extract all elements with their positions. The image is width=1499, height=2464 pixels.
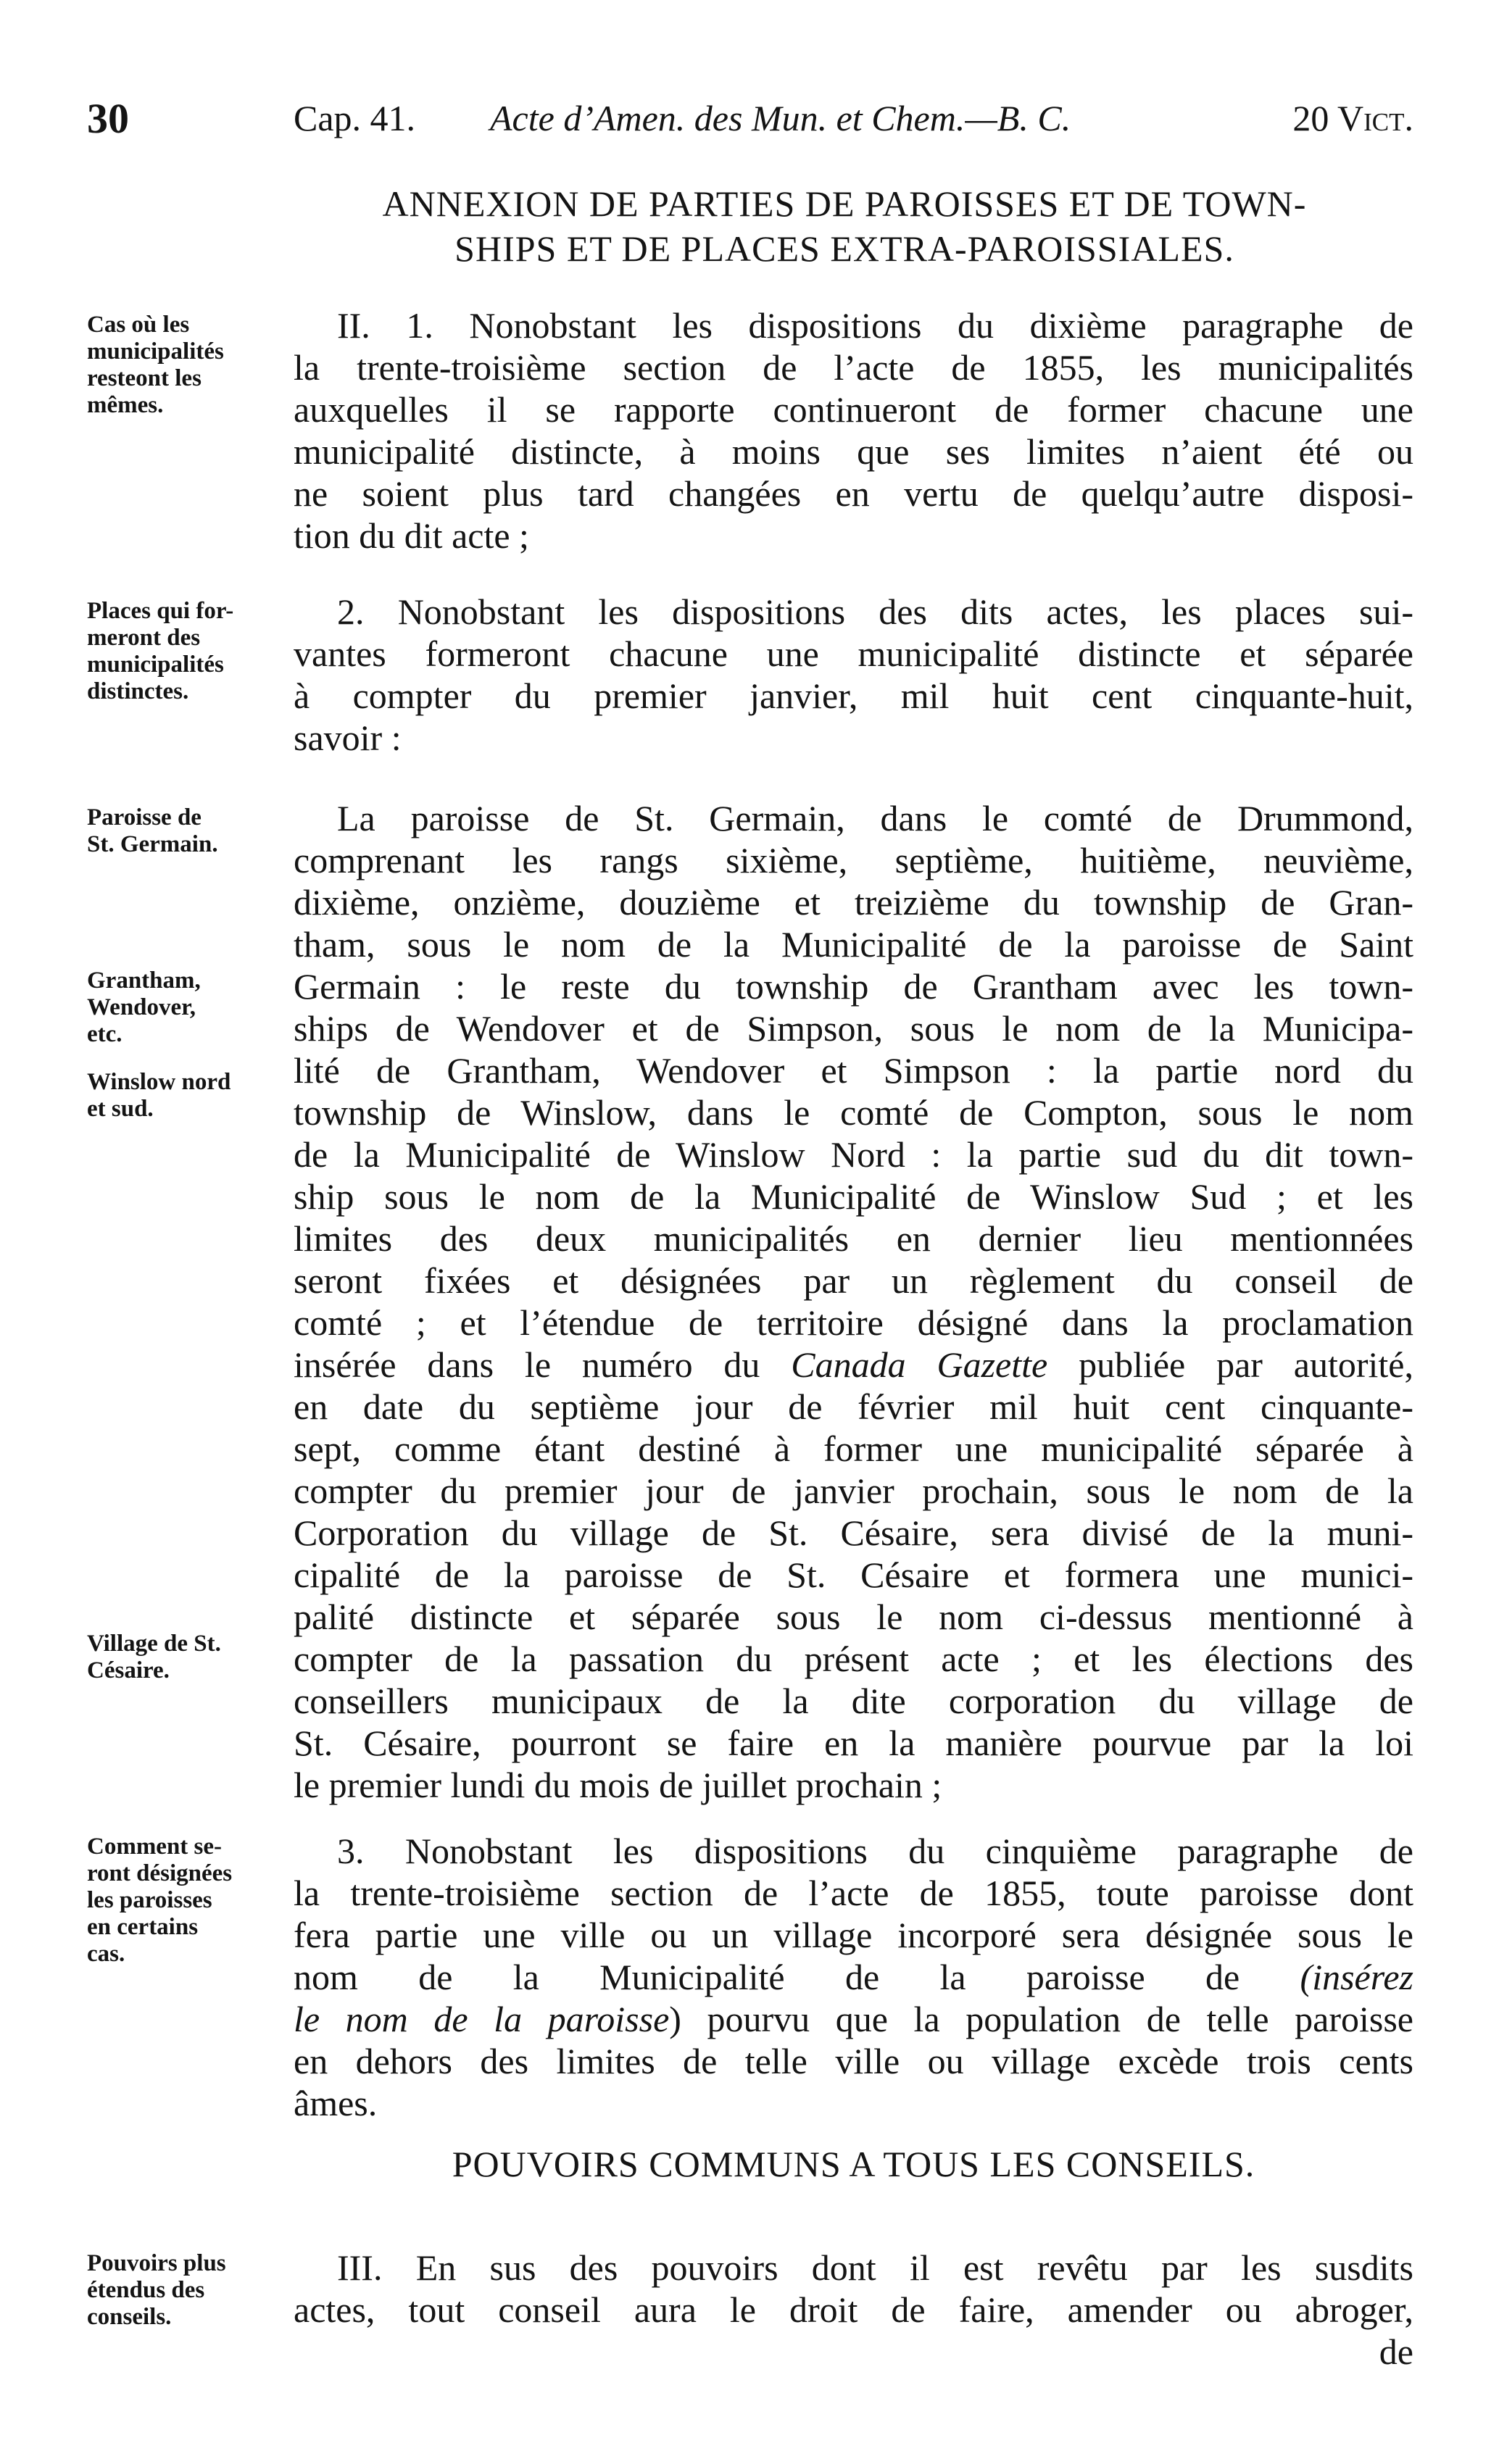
margin-note-line: Paroisse de xyxy=(87,804,202,831)
margin-note-pouvoirs xyxy=(87,2250,304,2331)
text-line: de la Municipalité de Winslow Nord : la partie sud du dit town- xyxy=(294,1134,1413,1175)
margin-note-line: mêmes. xyxy=(87,392,164,418)
italic-phrase: Canada Gazette xyxy=(791,1344,1048,1385)
heading-line: SHIPS ET DE PLACES EXTRA-PAROISSIALES. xyxy=(454,228,1234,269)
margin-note-line: distinctes. xyxy=(87,678,189,704)
margin-note-line: Cas où les xyxy=(87,312,190,338)
text-line: Corporation du village de St. Césaire, sera divisé de la muni- xyxy=(294,1512,1413,1553)
text-line: Germain : le reste du township de Grantham avec les town- xyxy=(294,966,1413,1007)
margin-note-line: Pouvoirs plus xyxy=(87,2250,226,2276)
text-line: tham, sous le nom de la Municipalité de la paroisse de Saint xyxy=(294,924,1413,965)
text-line xyxy=(294,1344,1413,1386)
paragraph-3 xyxy=(294,1830,1413,2124)
italic-phrase: le nom de la paroisse xyxy=(294,1999,670,2039)
text-line: lité de Grantham, Wendover et Simpson : la partie nord du xyxy=(294,1050,1413,1091)
text-line: II. 1. Nonobstant les dispositions du dixième paragraphe de xyxy=(337,305,1413,346)
text-line: seront fixées et désignées par un règlement du conseil de xyxy=(294,1260,1413,1301)
margin-note-line: Wendover, xyxy=(87,994,196,1020)
text-line: compter de la passation du présent acte ; et les élections des xyxy=(294,1639,1413,1679)
text-line: la trente-troisième section de l’acte de 1855, toute paroisse dont xyxy=(294,1873,1413,1913)
margin-note-line: Winslow nord xyxy=(87,1069,231,1095)
text-line: ship sous le nom de la Municipalité de Winslow Sud ; et les xyxy=(294,1176,1413,1217)
text-line: comprenant les rangs sixième, septième, huitième, neuvième, xyxy=(294,840,1413,881)
margin-note-line: Césaire. xyxy=(87,1657,170,1683)
text-line: La paroisse de St. Germain, dans le comté de Drummond, xyxy=(337,798,1413,838)
margin-note-cas-ou xyxy=(87,312,304,419)
margin-note-places xyxy=(87,598,304,705)
margin-note-line: etc. xyxy=(87,1021,123,1047)
margin-note-line: en certains xyxy=(87,1914,199,1940)
text-line: la trente-troisième section de l’acte de 1855, les municipalités xyxy=(294,347,1413,388)
text-line: ships de Wendover et de Simpson, sous le nom de la Municipa- xyxy=(294,1008,1413,1049)
text-line: fera partie une ville ou un village incorporé sera désignée sous le xyxy=(294,1915,1413,1955)
margin-note-st-germain xyxy=(87,804,304,858)
margin-note-line: municipalités xyxy=(87,338,224,365)
text-line: savoir : xyxy=(294,717,402,758)
text-line: auxquelles il se rapporte continueront de former chacune une xyxy=(294,389,1413,430)
text-line: actes, tout conseil aura le droit de faire, amender ou abroger, xyxy=(294,2289,1413,2330)
text-line: en dehors des limites de telle ville ou village excède trois cents xyxy=(294,2041,1413,2081)
text-line: à compter du premier janvier, mil huit cent cinquante-huit, xyxy=(294,675,1413,716)
margin-note-comment xyxy=(87,1834,304,1968)
paragraph-2 xyxy=(294,591,1413,759)
margin-note-line: meront des xyxy=(87,625,201,651)
text-line: 3. Nonobstant les dispositions du cinquième paragraphe de xyxy=(337,1831,1413,1871)
paragraph-iii xyxy=(294,2247,1413,2373)
text-line: tion du dit acte ; xyxy=(294,515,529,556)
paragraph-ii-1 xyxy=(294,304,1413,557)
margin-note-line: cas. xyxy=(87,1941,125,1967)
italic-phrase-wrapper: insérée dans le numéro du Canada Gazette publiée par autorité, xyxy=(294,1344,1413,1385)
margin-note-line: conseils. xyxy=(87,2304,172,2330)
act-title: Acte d’Amen. des Mun. et Chem.—B. C. xyxy=(490,98,1071,138)
margin-note-st-cesaire xyxy=(87,1631,304,1684)
section-heading-annexion xyxy=(275,181,1413,271)
margin-note-grantham xyxy=(87,967,304,1048)
margin-note-winslow xyxy=(87,1069,304,1123)
heading-line: ANNEXION DE PARTIES DE PAROISSES ET DE TOWN- xyxy=(382,183,1307,224)
text-line: compter du premier jour de janvier prochain, sous le nom de la xyxy=(294,1470,1413,1511)
section-heading-pouvoirs: POUVOIRS COMMUNS A TOUS LES CONSEILS. xyxy=(452,2144,1255,2184)
paragraph-st-germain xyxy=(294,797,1413,1806)
text-line: cipalité de la paroisse de St. Césaire et formera une munici- xyxy=(294,1554,1413,1595)
text-line: III. En sus des pouvoirs dont il est revêtu par les susdits xyxy=(337,2247,1413,2288)
margin-note-line: Grantham, xyxy=(87,967,201,994)
text-line: dixième, onzième, douzième et treizième du township de Gran- xyxy=(294,882,1413,923)
text-line: vantes formeront chacune une municipalité distincte et séparée xyxy=(294,633,1413,674)
text-line: nom de la Municipalité de la paroisse de (insérez xyxy=(294,1957,1413,1997)
text-line: âmes. xyxy=(294,2083,378,2123)
text-line: township de Winslow, dans le comté de Compton, sous le nom xyxy=(294,1092,1413,1133)
text-line: municipalité distincte, à moins que ses limites n’aient été ou xyxy=(294,431,1413,472)
text-line: de xyxy=(1379,2331,1413,2372)
margin-note-line: municipalités xyxy=(87,652,224,678)
running-head xyxy=(87,94,1413,152)
text-line: ne soient plus tard changées en vertu de quelqu’autre disposi- xyxy=(294,473,1413,514)
margin-note-line: étendus des xyxy=(87,2277,205,2303)
margin-note-line: les paroisses xyxy=(87,1887,212,1913)
margin-note-line: St. Germain. xyxy=(87,831,218,857)
text-line: comté ; et l’étendue de territoire désigné dans la proclamation xyxy=(294,1302,1413,1343)
margin-note-line: resteont les xyxy=(87,365,202,391)
text-line: palité distincte et séparée sous le nom ci-dessus mentionné à xyxy=(294,1597,1413,1637)
margin-note-line: Village de St. xyxy=(87,1631,221,1657)
text-line: 2. Nonobstant les dispositions des dits actes, les places sui- xyxy=(337,591,1413,632)
margin-note-line: et sud. xyxy=(87,1096,154,1122)
chapter-label: Cap. 41. xyxy=(294,98,416,138)
regnal-year: 20 Vict. xyxy=(1292,98,1413,138)
margin-note-line: Places qui for- xyxy=(87,598,234,624)
text-line: le premier lundi du mois de juillet prochain ; xyxy=(294,1765,942,1805)
text-line: sept, comme étant destiné à former une municipalité séparée à xyxy=(294,1428,1413,1469)
margin-note-line: Comment se- xyxy=(87,1834,223,1860)
margin-note-line: ront désignées xyxy=(87,1860,233,1886)
italic-phrase: (insérez xyxy=(1300,1957,1413,1997)
text-line: limites des deux municipalités en dernier lieu mentionnées xyxy=(294,1218,1413,1259)
text-line: en date du septième jour de février mil huit cent cinquante- xyxy=(294,1386,1413,1427)
page-number: 30 xyxy=(87,95,129,142)
text-line: conseillers municipaux de la dite corporation du village de xyxy=(294,1681,1413,1721)
text-line: St. Césaire, pourront se faire en la manière pourvue par la loi xyxy=(294,1723,1413,1763)
text-line: le nom de la paroisse) pourvu que la population de telle paroisse xyxy=(294,1999,1413,2039)
